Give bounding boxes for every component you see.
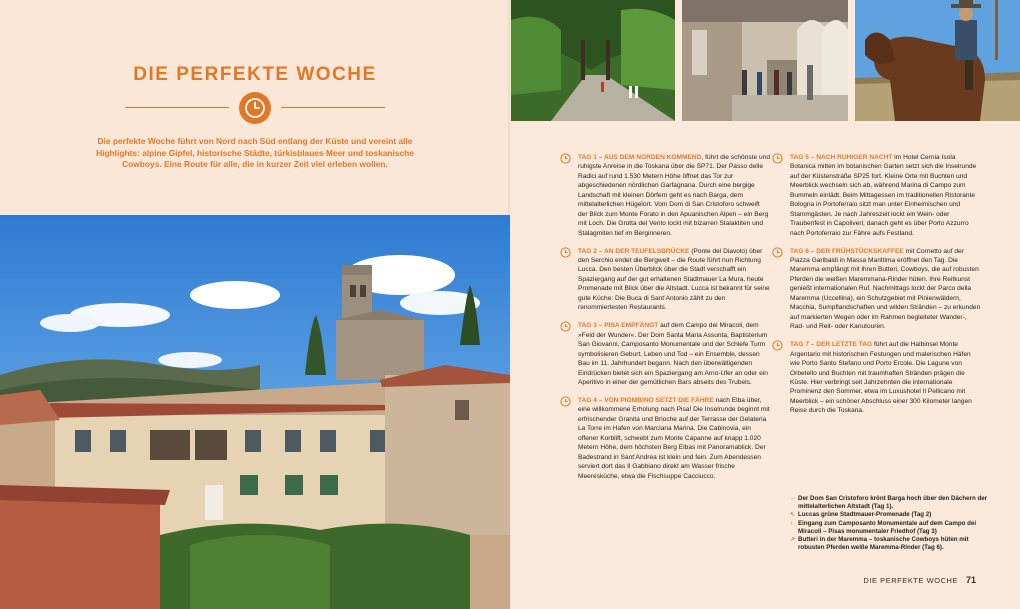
clock-icon	[560, 396, 571, 407]
day-text: auf dem Campo dei Miracoli, dem »Feld der Wunder«. Der Dom Santa Maria Assunta, Baptisterium San Giovanni, Camposanto Monumentale und der Schiefe Turm symbolisieren Geburt, Leben und Tod – ein Ensemble, dessen Bau im 11. Jahrhundert begann. Nach den überwältigenden Eindrücken bietet sich ein Spaziergang am Arno-Ufer an oder ein Aperitivo in einer der gemütlichen Bars abseits des Trubels.	[578, 322, 768, 386]
arrow-up-left-icon: ↖	[790, 511, 796, 519]
clock-icon	[560, 247, 571, 258]
maremma-cowboy-photo	[855, 0, 1020, 121]
arrow-up-icon: ↑	[790, 519, 794, 527]
arrow-left-icon: ←	[790, 495, 797, 502]
day-text: nach Elba über, eine willkommene Erholung nach Pisa! Die Inselrunde beginnt mit erfrischender Granita und Brioche auf der Terrasse der Gelateria La Torre im Hafen von Marciana Marina. Die Cabinovia, ein offener Korblift, schwebt zum Monte Capanne auf knapp 1.020 Metern Höhe, dem höchsten Berg Elbas mit Panoramablick. Der Badestrand in Sant’Andrea ist klein und fein. Zum Abendessen serviert dort das Il Gabbiano direkt am Wasser frische Meeresküche, etwa die Fischsuppe Cacciucco.	[578, 396, 770, 480]
caption-item	[790, 495, 990, 511]
caption-text: Eingang zum Camposanto Monumentale auf dem Campo dei Miracoli – Pisas monumentaler Friedhof (Tag 3)	[798, 519, 977, 535]
itinerary-column-right	[772, 153, 982, 424]
day-heading: TAG 5 – NACH RUHIGER NACHT	[790, 154, 893, 161]
footer-section-title: DIE PERFEKTE WOCHE	[863, 576, 958, 585]
day-1-entry	[560, 153, 770, 238]
caption-item	[790, 520, 990, 536]
day-6-entry	[772, 247, 982, 332]
day-5-entry	[772, 153, 982, 238]
arrow-up-right-icon: ↗	[790, 536, 796, 544]
day-4-entry	[560, 396, 770, 481]
day-heading: TAG 6 – DER FRÜHSTÜCKSKAFFEE	[790, 247, 904, 255]
clock-icon	[560, 321, 571, 332]
clock-icon	[772, 247, 783, 258]
day-text: mit Cornetto auf der Piazza Garibaldi in Massa Marittima eröffnet den Tag. Die Maremma empfängt mit ihren Butteri, Cowboys, die auf robusten Pferden die weißen Maremmana-Rinder hüten. Ihre Reitkunst genießt internationalen Ruf. Nachmittags lockt der Parco della Maremma (Uccellina), ein Schutzgebiet mit Pinienwäldern, Macchia, Sumpflandschaften und wilden Stränden – zu erkunden auf markierten Wegen oder im Rahmen begleiteter Wander-, Rad- und Reit- oder Kanutouren.	[790, 247, 981, 331]
day-heading: TAG 3 – PISA EMPFÄNGT	[578, 322, 659, 330]
divider-line-left	[125, 107, 229, 108]
caption-text: Der Dom San Cristoforo krönt Barga hoch über den Dächern der mittelalterlichen Altstadt (Tag 1).	[798, 495, 988, 511]
barga-cathedral-photo	[0, 215, 510, 609]
day-2-entry	[560, 247, 770, 313]
day-heading: TAG 1 – AUS DEM NORDEN KOMMEND,	[578, 154, 704, 161]
page-title: DIE PERFEKTE WOCHE	[133, 64, 377, 85]
caption-text: Butteri in der Maremma – toskanische Cowboys hüten mit robusten Pferden weiße Maremma-Rinder (Tag 6).	[798, 536, 969, 552]
title-divider	[125, 92, 385, 124]
day-text: im Hotel Cernia Isola Botanica mitten im botanischen Garten setzt sich die Inselrunde auf der Küstenstraße SP25 fort. Kleine Orte mit Buchten und Meerblick wechseln sich ab, während Marina di Campo zum Bummeln einlädt. Beim Mittagessen im traditionellen Ristorante Bologna in Portoferraio sitzt man unter Einheimischen und Stammgästen. Je nach Jahreszeit lockt ein Wein- oder Traubenfest in Capoliveri; danach geht es über Porto Azzurro nach Portoferraio zur Fähre aufs Festland.	[790, 154, 977, 237]
caption-item	[790, 536, 990, 552]
clock-icon	[239, 92, 271, 124]
page-footer	[863, 575, 976, 585]
clock-icon	[560, 153, 571, 164]
day-heading: TAG 4 – VON PIOMBINO SETZT DIE FÄHRE	[578, 396, 714, 404]
clock-icon	[772, 153, 783, 164]
clock-icon	[772, 340, 783, 351]
camposanto-monumentale-photo	[682, 0, 848, 121]
photo-captions	[790, 495, 990, 552]
itinerary-column-left	[560, 153, 770, 490]
caption-item	[790, 511, 990, 519]
caption-text: Luccas grüne Stadtmauer-Promenade (Tag 2)	[798, 511, 932, 519]
day-text: führt die schönste und ruhigste Anreise in die Toskana über die SP71. Der Passo delle Radici auf rund 1.530 Metern Höhe öffnet das Tor zur abgeschiedenen nördlichen Garfagnana. Durch eine bergige Landschaft mit kleinen Dörfern geht es nach Barga, dem mittelalterlichen Hügelort. Vom Dom di San Cristoforo schweift der Blick zum Monte Forato in den Apuanischen Alpen – ein Berg mit Loch. Die Grotta del Vento lockt mit bizarren Stalaktiten und Stalagmiten tief im Berginneren.	[578, 154, 771, 237]
day-text: führt auf die Halbinsel Monte Argentario mit historischen Festungen und malerischen Häfen wie Porto Santo Stefano und Porto Ercole. Die Lagune von Orbetello und Buchten mit traumhaften Stränden prägen die Küste. Hier verbringt seit Jahrzehnten die internationale Prominenz den Sommer, etwa im Luxushotel Il Pellicano mit Meerblick – ein schöner Abschluss einer 300 Kilometer langen Reise durch die Toskana.	[790, 341, 972, 415]
day-3-entry	[560, 321, 770, 387]
page-number: 71	[965, 575, 976, 585]
intro-text: Die perfekte Woche führt von Nord nach Süd entlang der Küste und vereint alle Highlights: alpine Gipfel, historische Städte, türkisblaues Meer und toskanische Cowboys. Eine Route für alle, die in kurzer Zeit viel erleben wollen.	[96, 136, 414, 170]
lucca-wall-promenade-photo	[511, 0, 675, 121]
day-text: (Ponte del Diavolo) über den Serchio endet die Bergwelt – die Route führt nun Richtung Lucca. Den besten Überblick über die Stadt verschafft ein Spaziergang auf der gut erhaltenen Stadtmauer La Mura, heute Promenade mit Blick über die Altstadt. Lucca ist bekannt für seine gute Küche: Die Buca di Sant’Antonio zählt zu den renommiertesten Restaurants.	[578, 247, 770, 312]
divider-line-right	[281, 107, 385, 108]
day-heading: TAG 2 – AN DER TEUFELSBRÜCKE	[578, 247, 690, 255]
day-7-entry	[772, 340, 982, 416]
day-heading: TAG 7 – DER LETZTE TAG	[790, 341, 873, 349]
